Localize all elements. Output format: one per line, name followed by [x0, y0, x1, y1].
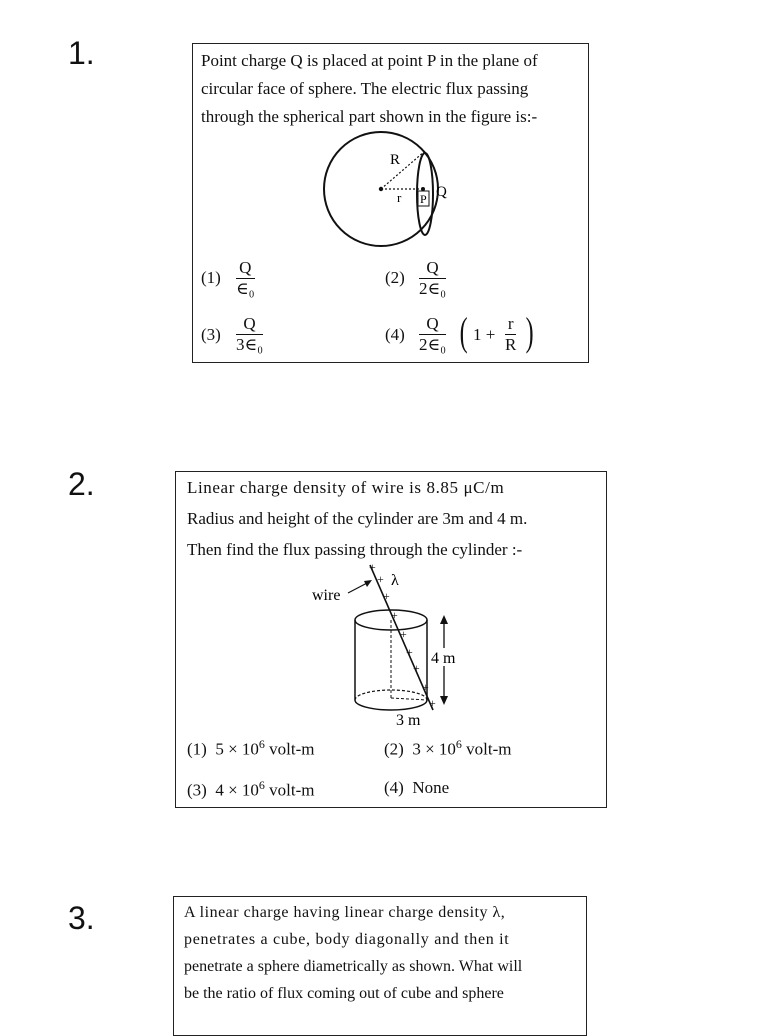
- svg-text:+: +: [377, 572, 384, 586]
- option-4-fraction: [419, 314, 446, 355]
- question-box: [173, 896, 587, 1036]
- label-wire: wire: [312, 587, 341, 604]
- wire-charges: [369, 560, 436, 710]
- label-R: R: [390, 152, 401, 168]
- option-tag: (3): [201, 325, 221, 344]
- option-4: [384, 778, 449, 798]
- question-text-line: Linear charge density of wire is 8.85 μC/m: [187, 478, 505, 497]
- svg-text:+: +: [406, 645, 413, 659]
- denominator: 3∈₀: [236, 335, 264, 354]
- option-tag: (3): [187, 780, 207, 800]
- option-tag: (2): [384, 739, 404, 759]
- numerator: r: [507, 314, 514, 333]
- label-lambda: λ: [391, 572, 399, 589]
- svg-text:+: +: [422, 680, 429, 694]
- paren-close: ): [525, 309, 534, 354]
- question-box: [192, 43, 589, 363]
- option-value: 4 × 10: [215, 780, 259, 800]
- denominator: R: [505, 335, 517, 354]
- question-text-line: Then find the flux passing through the cylinder :-: [187, 540, 523, 559]
- denominator: 2∈₀: [419, 279, 447, 298]
- option-1: [187, 737, 315, 760]
- option-3: [187, 778, 315, 801]
- height-arrow-top: [440, 615, 448, 624]
- option-unit: volt-m: [466, 739, 512, 759]
- option-1-fraction: [236, 258, 255, 299]
- question-text-line: Point charge Q is placed at point P in the plane of: [201, 51, 538, 70]
- question-number: 3.: [68, 900, 95, 936]
- option-tag: (4): [385, 325, 405, 344]
- question-text-line: A linear charge having linear charge density λ,: [184, 904, 506, 921]
- question-number: 2.: [68, 466, 95, 502]
- question-number: 1.: [68, 35, 95, 71]
- paren-open: (: [459, 309, 468, 354]
- numerator: Q: [426, 258, 439, 277]
- question-text-line: Radius and height of the cylinder are 3m and 4 m.: [187, 509, 528, 528]
- option-value: 5 × 10: [215, 739, 259, 759]
- numerator: Q: [243, 314, 256, 333]
- center-dot: [379, 187, 383, 191]
- option-tag: (1): [201, 268, 221, 287]
- option-exponent: 6: [258, 778, 265, 792]
- cylinder-radius: [391, 698, 427, 700]
- cylinder-bottom-front: [355, 700, 427, 710]
- svg-text:+: +: [429, 696, 436, 710]
- question-text-line: circular face of sphere. The electric flux passing: [201, 79, 529, 98]
- label-Q: Q: [436, 184, 447, 200]
- denominator: 2∈₀: [419, 335, 447, 354]
- svg-text:+: +: [369, 560, 376, 574]
- option-2-fraction: [419, 258, 446, 299]
- question-box: [175, 471, 607, 808]
- option-2: [384, 737, 512, 760]
- option-exponent: 6: [258, 737, 265, 751]
- numerator: Q: [239, 258, 252, 277]
- question-text-line: penetrate a sphere diametrically as shown. What will: [184, 958, 523, 975]
- option-unit: volt-m: [269, 739, 315, 759]
- denominator: ∈₀: [236, 279, 255, 298]
- svg-text:+: +: [383, 589, 390, 603]
- label-P: P: [420, 192, 427, 206]
- question-text-line: penetrates a cube, body diagonally and then it: [184, 931, 510, 948]
- svg-text:+: +: [400, 627, 407, 641]
- svg-text:+: +: [391, 608, 398, 622]
- inner-fraction: [505, 314, 516, 355]
- paren-lead-text: 1 +: [473, 325, 496, 344]
- question-text-line: through the spherical part shown in the figure is:-: [201, 107, 538, 126]
- label-height: 4 m: [431, 650, 456, 667]
- numerator: Q: [426, 314, 439, 333]
- point-P-dot: [421, 187, 425, 191]
- label-radius: 3 m: [396, 712, 421, 729]
- svg-text:+: +: [413, 661, 420, 675]
- option-value: None: [412, 778, 450, 797]
- option-exponent: 6: [455, 737, 462, 751]
- option-tag: (2): [385, 268, 405, 287]
- option-unit: volt-m: [269, 780, 315, 800]
- option-tag: (1): [187, 739, 207, 759]
- height-arrow-bottom: [440, 696, 448, 705]
- option-tag: (4): [384, 778, 404, 797]
- option-value: 3 × 10: [412, 739, 456, 759]
- question-text-line: be the ratio of flux coming out of cube and sphere: [184, 985, 504, 1002]
- label-r: r: [397, 190, 402, 205]
- option-3-fraction: [236, 314, 263, 355]
